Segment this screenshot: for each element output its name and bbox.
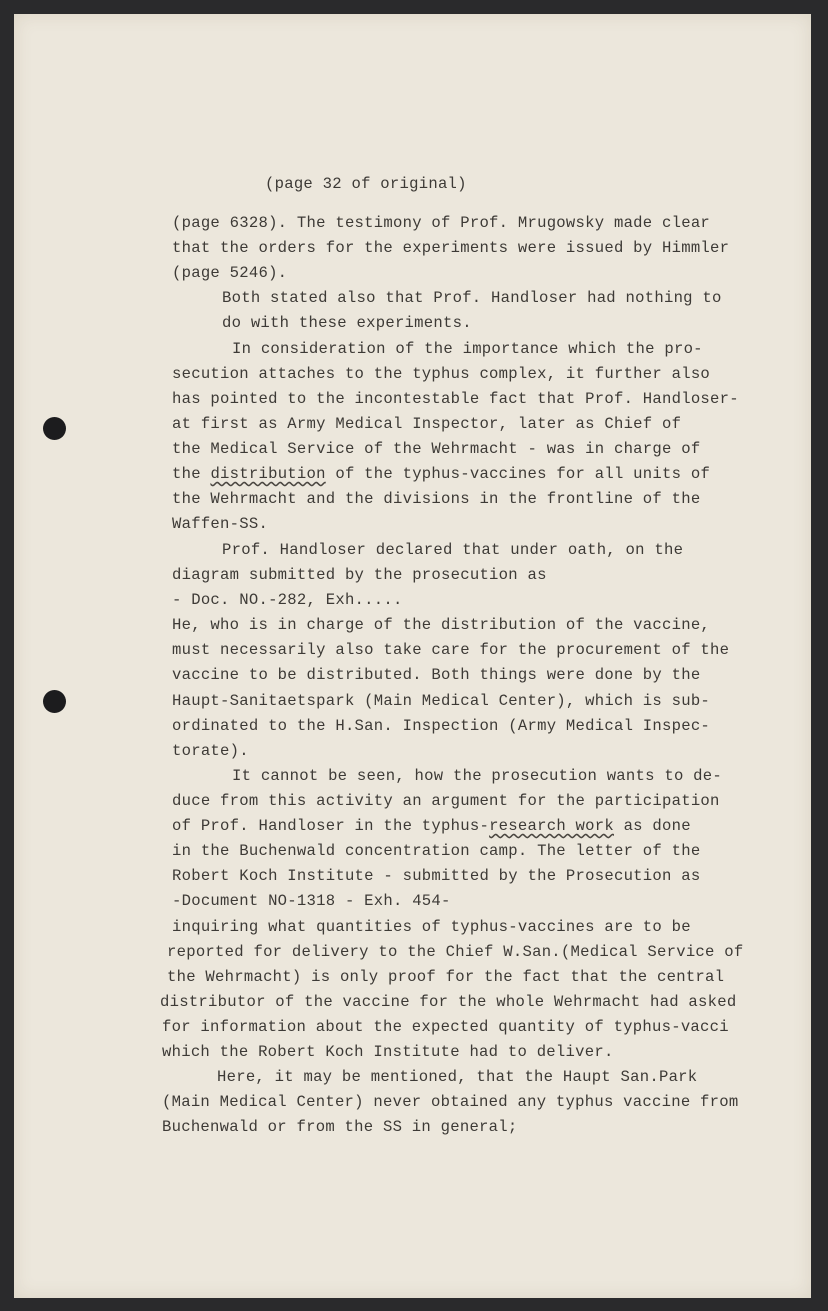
- page-header: (page 32 of original): [265, 175, 467, 193]
- punch-hole-top: [43, 417, 66, 440]
- punch-hole-bottom: [43, 690, 66, 713]
- text-line: at first as Army Medical Inspector, later as Chief of: [172, 415, 682, 433]
- text-line: Robert Koch Institute - submitted by the Prosecution as: [172, 867, 701, 885]
- text-line: the Medical Service of the Wehrmacht - was in charge of: [172, 440, 701, 458]
- text-line: reported for delivery to the Chief W.San.(Medical Service of: [167, 943, 744, 961]
- text-line: He, who is in charge of the distribution of the vaccine,: [172, 616, 711, 634]
- text-line: Haupt-Sanitaetspark (Main Medical Center), which is sub-: [172, 692, 711, 710]
- text-line: - Doc. NO.-282, Exh.....: [172, 591, 403, 609]
- text-line: diagram submitted by the prosecution as: [172, 566, 547, 584]
- text-line: the Wehrmacht) is only proof for the fact that the central: [167, 968, 725, 986]
- text-line: It cannot be seen, how the prosecution wants to de-: [232, 767, 722, 785]
- text-line: vaccine to be distributed. Both things were done by the: [172, 666, 701, 684]
- text-line: -Document NO-1318 - Exh. 454-: [172, 892, 451, 910]
- text-line: In consideration of the importance which the pro-: [232, 340, 703, 358]
- text-line: Waffen-SS.: [172, 515, 269, 533]
- text-line: the Wehrmacht and the divisions in the frontline of the: [172, 490, 701, 508]
- text-line: Both stated also that Prof. Handloser had nothing to: [222, 289, 722, 307]
- text-line: must necessarily also take care for the procurement of the: [172, 641, 730, 659]
- text-line: (page 5246).: [172, 264, 288, 282]
- text-line: torate).: [172, 742, 249, 760]
- text-line: inquiring what quantities of typhus-vaccines are to be: [172, 918, 691, 936]
- text-line: Prof. Handloser declared that under oath, on the: [222, 541, 684, 559]
- text-line: ordinated to the H.San. Inspection (Army Medical Inspec-: [172, 717, 711, 735]
- text-line: duce from this activity an argument for the participation: [172, 792, 720, 810]
- text-line: (page 6328). The testimony of Prof. Mrugowsky made clear: [172, 214, 711, 232]
- text-line: (Main Medical Center) never obtained any typhus vaccine from: [162, 1093, 739, 1111]
- text-line: which the Robert Koch Institute had to deliver.: [162, 1043, 614, 1061]
- text-line: for information about the expected quantity of typhus-vacci: [162, 1018, 729, 1036]
- text-line: in the Buchenwald concentration camp. The letter of the: [172, 842, 701, 860]
- text-line: that the orders for the experiments were issued by Himmler: [172, 239, 730, 257]
- text-line: do with these experiments.: [222, 314, 472, 332]
- document-page: [14, 14, 811, 1298]
- text-line: Here, it may be mentioned, that the Haupt San.Park: [217, 1068, 698, 1086]
- text-line: secution attaches to the typhus complex, it further also: [172, 365, 711, 383]
- text-line: of Prof. Handloser in the typhus-research work as done: [172, 817, 691, 835]
- text-line: has pointed to the incontestable fact that Prof. Handloser-: [172, 390, 739, 408]
- text-line: distributor of the vaccine for the whole Wehrmacht had asked: [160, 993, 737, 1011]
- text-line: Buchenwald or from the SS in general;: [162, 1118, 518, 1136]
- underlined-word: research work: [489, 817, 614, 835]
- underlined-word: distribution: [210, 465, 326, 483]
- text-line: the distribution of the typhus-vaccines for all units of: [172, 465, 711, 483]
